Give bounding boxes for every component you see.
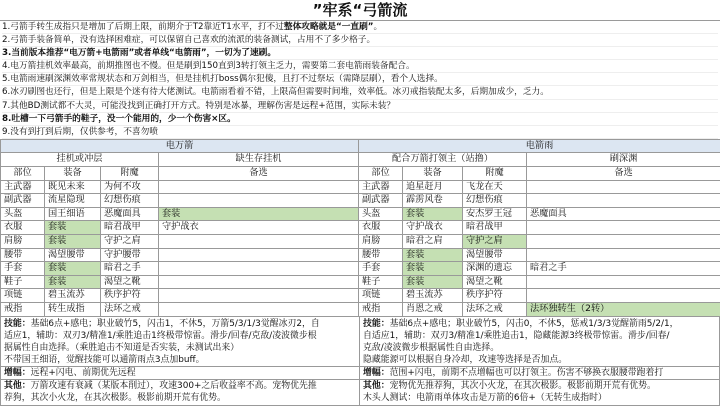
note-item	[2, 126, 718, 139]
equip-cell: 国王细语	[45, 207, 101, 221]
slot-cell: 手套	[1, 262, 45, 276]
note-item	[2, 100, 718, 113]
subgroup-header-row	[1, 153, 720, 167]
subgroup-header: 挂机或冲层	[1, 153, 159, 167]
enchant-cell: 渴望之靴	[463, 275, 527, 289]
column-header: 附魔	[463, 167, 527, 181]
column-header: 备选	[527, 167, 720, 181]
equip-cell: 渴望腰带	[45, 248, 101, 262]
build-details	[0, 317, 720, 406]
note-text: 9.没有到打到后期，仅供参考，不喜勿喷	[2, 126, 158, 137]
other-text: 万箭攻速有衰减（某版本削过），攻速300+之后收益率不高。宠物优先推	[30, 380, 317, 391]
equip-cell: 碧玉流苏	[45, 289, 101, 303]
alternative-cell	[159, 194, 359, 208]
group-header: 电万箭	[1, 139, 359, 153]
equip-cell: 转生成指	[45, 302, 101, 316]
note-item	[2, 47, 718, 60]
boost-line	[363, 367, 716, 379]
slot-cell: 衣服	[359, 221, 403, 235]
column-header: 装备	[403, 167, 463, 181]
boost-label: 增幅：	[363, 367, 390, 378]
group-header-row	[1, 139, 720, 153]
alternative-cell: 暗君之手	[527, 262, 720, 276]
note-bold: 整体攻略就是“一直刷”	[283, 22, 374, 32]
equipment-table	[0, 139, 720, 317]
enchant-cell: 暗君之手	[101, 262, 159, 276]
column-header: 部位	[1, 167, 45, 181]
equip-cell: 套装	[45, 262, 101, 276]
equip-cell: 既见未来	[45, 180, 101, 194]
other-line	[363, 380, 716, 392]
slot-cell: 鞋子	[359, 275, 403, 289]
enchant-cell: 法环之戒	[101, 302, 159, 316]
notes-list	[0, 21, 720, 139]
column-header: 附魔	[101, 167, 159, 181]
other-text: 荐狗，其次小火龙，在其次极影。极影前期开荒有优势。	[4, 392, 226, 403]
equip-cell: 套装	[45, 221, 101, 235]
skill-text: 基础6点+感电；职业破竹5，闪击0，不休5，惩戒1/3/3觉醒箭雨5/2/1，	[389, 318, 679, 329]
enchant-cell: 安杰罗王冠	[463, 207, 527, 221]
other-text: 宠物优先推荐狗，其次小火龙，在其次极影。极影前期开荒有优势。	[389, 380, 656, 391]
other-line	[363, 392, 716, 404]
table-row	[1, 248, 720, 262]
equip-cell: 追星赶月	[403, 180, 463, 194]
skill-line	[363, 318, 716, 330]
enchant-cell: 守护之肩	[463, 235, 527, 249]
enchant-cell: 飞龙在天	[463, 180, 527, 194]
slot-cell: 肩膀	[1, 235, 45, 249]
alternative-cell	[159, 302, 359, 316]
slot-cell: 副武器	[1, 194, 45, 208]
skill-line	[4, 318, 356, 330]
subgroup-header: 刷深渊	[527, 153, 720, 167]
slot-cell: 肩膀	[359, 235, 403, 249]
skill-text: 克敌/凌波微步根据属性自由选择。	[363, 342, 500, 353]
alternative-cell	[527, 194, 720, 208]
table-row	[1, 302, 720, 316]
alternative-cell	[159, 180, 359, 194]
column-header: 装备	[45, 167, 101, 181]
column-header-row	[1, 167, 720, 181]
note-text: 。	[373, 22, 383, 32]
boost-label: 增幅：	[4, 367, 31, 378]
subgroup-header: 缺生存挂机	[159, 153, 359, 167]
other-line	[4, 380, 356, 392]
column-header: 备选	[159, 167, 359, 181]
slot-cell: 主武器	[359, 180, 403, 194]
note-text: 6.冰刃刷图也还行，但是上限是个迷有待大佬测试。电箭雨看着不错，上限高但需要时间堆，效率低。冰刃戒指装配太多，后期加成少，乏力。	[2, 87, 549, 98]
alternative-cell	[527, 248, 720, 262]
subgroup-header: 配合万箭打领主（站撸）	[359, 153, 527, 167]
note-text: 7.其他BD测试都不大灵，可能没找到正确打开方式。特别是冰暴，理解伤害是远程+范围，实际未装？	[2, 100, 396, 111]
enchant-cell: 幻想伤痕	[463, 194, 527, 208]
skill-text: 隐藏能源可以根据自身冷却，攻速等选择是否加点。	[363, 354, 568, 365]
alternative-cell	[527, 221, 720, 235]
alternative-cell: 守护战衣	[159, 221, 359, 235]
slot-cell: 项链	[1, 289, 45, 303]
skill-line	[363, 330, 716, 342]
note-bold: 3.当前版本推荐“电万箭+电箭雨”或者单线“电箭雨”，一切为了速刷。	[2, 48, 277, 59]
note-text: 4.电万箭挂机效率最高，前期推图也不慢。但是刷到150直到3转打领主乏力，需要第二套电箭雨装备配合。	[2, 61, 415, 72]
column-header: 部位	[359, 167, 403, 181]
table-row	[1, 180, 720, 194]
enchant-cell: 幻想伤痕	[101, 194, 159, 208]
note-bold: 8.吐槽一下弓箭手的鞋子，没一个能用的，少一个伤害×区。	[2, 113, 236, 124]
slot-cell: 鞋子	[1, 275, 45, 289]
alternative-cell	[527, 289, 720, 303]
enchant-cell: 暗君战甲	[101, 221, 159, 235]
alternative-cell	[159, 289, 359, 303]
enchant-cell: 秩序护符	[463, 289, 527, 303]
skill-line	[363, 342, 716, 354]
equipment-rows	[1, 180, 720, 316]
skill-text: 适应1，辅助：双刃3/精准1/乘胜追击1终极带惊雷。滑步/回春/克敌/凌波微步根	[4, 330, 317, 341]
table-row	[1, 262, 720, 276]
skill-line	[4, 342, 356, 354]
skill-text: 不带国王细语，觉醒技能可以通箭雨点3点加buff。	[4, 354, 205, 365]
right-build-details	[359, 317, 720, 406]
equip-cell: 套装	[403, 248, 463, 262]
slot-cell: 衣服	[1, 221, 45, 235]
enchant-cell: 秩序护符	[101, 289, 159, 303]
note-item	[2, 34, 718, 47]
equip-cell: 流星隐现	[45, 194, 101, 208]
slot-cell: 腰带	[1, 248, 45, 262]
slot-cell: 腰带	[359, 248, 403, 262]
enchant-cell: 守护之肩	[101, 235, 159, 249]
slot-cell: 戒指	[1, 302, 45, 316]
skill-label: 技能：	[363, 318, 390, 329]
enchant-cell: 为何不攻	[101, 180, 159, 194]
slot-cell: 项链	[359, 289, 403, 303]
note-text: 5.电箭雨速刷深渊效率常规状态和万剑相当，但是挂机打boss偶尔犯傻，且打不过祭坛（需降层刷），看个人选择。	[2, 74, 443, 85]
slot-cell: 头盔	[1, 207, 45, 221]
page-title: ”牢系“弓箭流	[0, 0, 720, 21]
slot-cell: 副武器	[359, 194, 403, 208]
note-item	[2, 60, 718, 73]
other-line	[4, 392, 356, 404]
equip-cell: 碧玉流苏	[403, 289, 463, 303]
equip-cell: 暗君之肩	[403, 235, 463, 249]
boost-line	[4, 367, 356, 379]
table-row	[1, 221, 720, 235]
alternative-cell: 法环独转生（2转）	[527, 302, 720, 316]
equip-cell: 霹雳风卷	[403, 194, 463, 208]
skill-line	[363, 354, 716, 366]
other-label: 其他：	[363, 380, 390, 391]
boost-text: 远程+闪电、前期优先远程	[30, 367, 136, 378]
alternative-cell	[159, 248, 359, 262]
skill-label: 技能：	[4, 318, 31, 329]
enchant-cell: 恶魔面具	[101, 207, 159, 221]
equip-cell: 守护战衣	[403, 221, 463, 235]
equip-cell: 套装	[45, 235, 101, 249]
enchant-cell: 深渊的遗忘	[463, 262, 527, 276]
alternative-cell: 套装	[159, 207, 359, 221]
alternative-cell	[159, 262, 359, 276]
note-text: 2.弓箭手装备简单，没有选择困难症，可以保留自己喜欢的流派的装备测试，占用不了多少格子。	[2, 35, 376, 46]
equip-cell: 套装	[403, 207, 463, 221]
enchant-cell: 渴望腰带	[463, 248, 527, 262]
other-label: 其他：	[4, 380, 31, 391]
alternative-cell	[159, 275, 359, 289]
table-row	[1, 194, 720, 208]
alternative-cell	[527, 275, 720, 289]
alternative-cell	[527, 180, 720, 194]
skill-text: 据属性自由选择。（乘胜追击不知道是否实装，未测试出来）	[4, 342, 240, 353]
alternative-cell: 恶魔面具	[527, 207, 720, 221]
slot-cell: 手套	[359, 262, 403, 276]
alternative-cell	[527, 235, 720, 249]
enchant-cell: 渴望之靴	[101, 275, 159, 289]
note-item	[2, 113, 718, 126]
left-build-details	[0, 317, 359, 406]
boost-text: 范围+闪电，前期不点增幅也可以打领主。伤害不够换衣服腰带跑着打	[389, 367, 664, 378]
table-row	[1, 275, 720, 289]
table-row	[1, 207, 720, 221]
skill-line	[4, 354, 356, 366]
note-text: 1.弓箭手转生成指只是增加了后期上限，前期介于T2靠近T1水平，打不过	[2, 22, 284, 32]
alternative-cell	[159, 235, 359, 249]
enchant-cell: 暗君战甲	[463, 221, 527, 235]
equip-cell: 套装	[403, 262, 463, 276]
note-item	[2, 21, 718, 34]
table-row	[1, 289, 720, 303]
slot-cell: 戒指	[359, 302, 403, 316]
other-text: 木头人测试：电箭雨单体攻击是万箭的6倍+（无转生成指时）	[363, 392, 607, 403]
enchant-cell: 守护腰带	[101, 248, 159, 262]
slot-cell: 主武器	[1, 180, 45, 194]
note-item	[2, 86, 718, 99]
skill-text: 基础6点+感电；职业破竹5，闪击1，不休5，万箭5/3/1/3觉醒冰刃2，自	[30, 318, 320, 329]
equip-cell: 套装	[45, 275, 101, 289]
note-item	[2, 73, 718, 86]
equip-cell: 肖恩之戒	[403, 302, 463, 316]
group-header: 电箭雨	[359, 139, 720, 153]
table-row	[1, 235, 720, 249]
enchant-cell: 法环之戒	[463, 302, 527, 316]
equip-cell: 套装	[403, 275, 463, 289]
slot-cell: 头盔	[359, 207, 403, 221]
skill-line	[4, 330, 356, 342]
skill-text: 自适应1，辅助：双刃3/精准1/乘胜追击1，隐藏能源3终极带惊雷。滑步/回春/	[363, 330, 670, 341]
